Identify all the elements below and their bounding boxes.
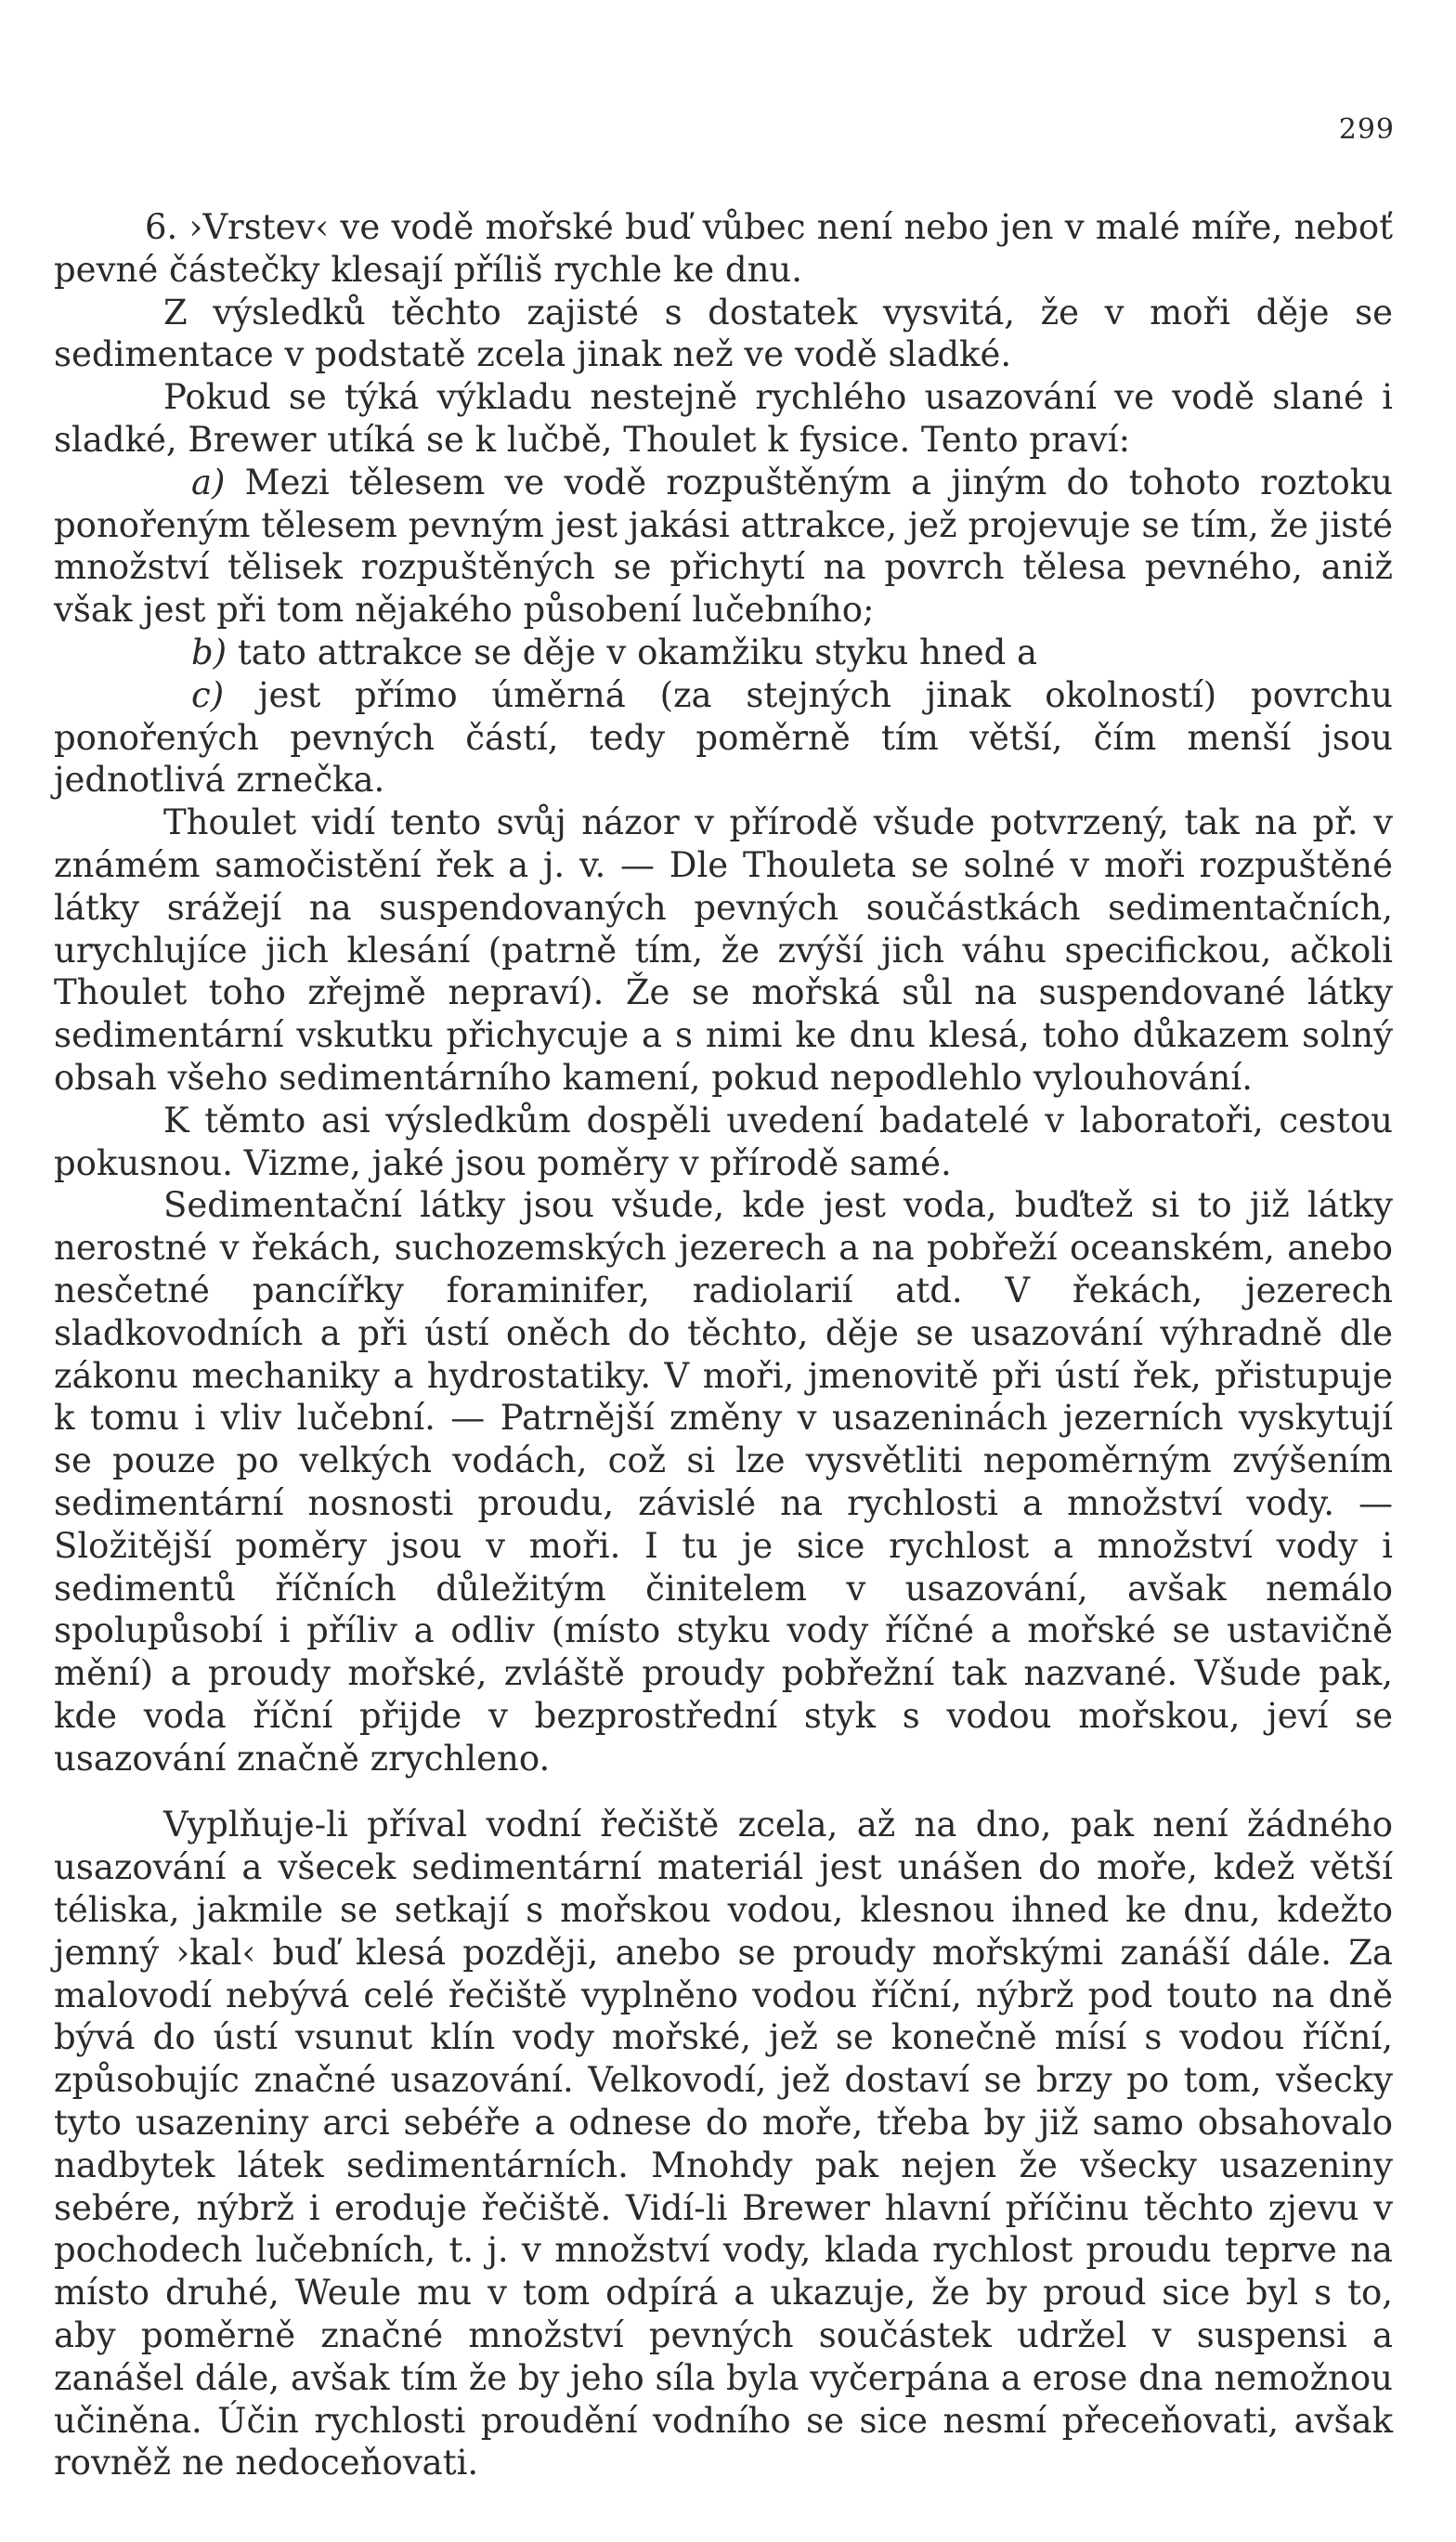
paragraph-text: Z výsledků těchto zajisté s dostatek vysvitá, že v moři děje se sedimentace v podstatě zcela jinak než ve vodě sladké.	[54, 292, 1393, 375]
list-item	[54, 462, 1393, 632]
item-label: a)	[191, 462, 226, 502]
paragraph-text: jest přímo úměrná (za stejných jinak okolností) povrchu ponořených pevných částí, tedy poměrně tím větší, čím menší jsou jednotlivá zrnečka.	[54, 674, 1393, 801]
paragraph	[54, 1100, 1393, 1185]
page-number: 299	[1338, 113, 1395, 146]
list-item	[54, 674, 1393, 802]
paragraph-text: Mezi tělesem ve vodě rozpuštěným a jiným do tohoto roztoku ponořeným tělesem pevným jest jakási attrakce, jež projevuje se tím, že jisté množství tělisek rozpuštěných se přichytí na povrch tělesa pevného, aniž však jest při tom nějakého působení lučebního;	[54, 462, 1393, 631]
paragraph-text: tato attrakce se děje v okamžiku styku hned a	[227, 632, 1038, 672]
paragraph-text: Vyplňuje-li příval vodní řečiště zcela, až na dno, pak není žádného usazování a všecek sedimentární materiál jest unášen do moře, kdež větší téliska, jakmile se setkají s mořskou vodou, klesnou ihned ke dnu, kdežto jemný ›kal‹ buď klesá později, anebo se proudy mořskými zanáší dále. Za malovodí nebývá celé řečiště vyplněno vodou říční, nýbrž pod touto na dně bývá do ústí vsunut klín vody mořské, jež se konečně mísí s vodou říční, způsobujíc značné usazování. Velkovodí, jež dostaví se brzy po tom, všecky tyto usazeniny arci sebéře a odnese do moře, třeba by již samo obsahovalo nadbytek látek sedimentárních. Mnohdy pak nejen že všecky usazeniny sebére, nýbrž i eroduje řečiště. Vidí-li Brewer hlavní příčinu těchto zjevu v pochodech lučebních, t. j. v množství vody, klada rychlost proudu teprve na místo druhé, Weule mu v tom odpírá a ukazuje, že by proud sice byl s to, aby poměrně značné množství pevných součástek udržel v suspensi a zanášel dále, avšak tím že by jeho síla byla vyčerpána a erose dna nemožnou učiněna. Účin rychlosti proudění vodního se sice nesmí přeceňovati, avšak rovněž ne nedoceňovati.	[54, 1805, 1393, 2483]
paragraph	[54, 802, 1393, 1100]
item-label: b)	[191, 632, 228, 672]
paragraph	[54, 1804, 1393, 2484]
paragraph	[54, 1184, 1393, 1779]
paragraph	[54, 206, 1393, 292]
item-label: c)	[191, 674, 225, 715]
paragraph	[54, 376, 1393, 462]
body-text	[54, 206, 1393, 2484]
paragraph-text: Pokud se týká výkladu nestejně rychlého usazování ve vodě slané i sladké, Brewer utíká se k lučbě, Thoulet k fysice. Tento praví:	[54, 377, 1393, 460]
paragraph-text: 6. ›Vrstev‹ ve vodě mořské buď vůbec není nebo jen v malé míře, neboť pevné částečky klesají příliš rychle ke dnu.	[54, 207, 1393, 290]
paragraph-text: Thoulet vidí tento svůj názor v přírodě všude potvrzený, tak na př. v známém samočistění řek a j. v. — Dle Thouleta se solné v moři rozpuštěné látky srážejí na suspendovaných pevných součástkách sedimentačních, urychlujíce jich klesání (patrně tím, že zvýší jich váhu specifickou, ačkoli Thoulet toho zřejmě nepraví). Že se mořská sůl na suspendované látky sedimentární vskutku přichycuje a s nimi ke dnu klesá, toho důkazem solný obsah všeho sedimentárního kamení, pokud nepodlehlo vylouhování.	[54, 802, 1393, 1098]
list-item	[54, 632, 1393, 674]
paragraph	[54, 292, 1393, 377]
paragraph-text: K těmto asi výsledkům dospěli uvedení badatelé v laboratoři, cestou pokusnou. Vizme, jaké jsou poměry v přírodě samé.	[54, 1100, 1393, 1183]
paragraph-text: Sedimentační látky jsou všude, kde jest voda, buďtež si to již látky nerostné v řekách, suchozemských jezerech a na pobřeží oceanském, anebo nesčetné pancířky foraminifer, radiolarií atd. V řekách, jezerech sladkovodních a při ústí oněch do těchto, děje se usazování výhradně dle zákonu mechaniky a hydrostatiky. V moři, jmenovitě při ústí řek, přistupuje k tomu i vliv lučební. — Patrnější změny v usazeninách jezerních vyskytují se pouze po velkých vodách, což si lze vysvětliti nepoměrným zvýšením sedimentární nosnosti proudu, závislé na rychlosti a množství vody. — Složitější poměry jsou v moři. I tu je sice rychlost a množství vody i sedimentů říčních důležitým činitelem v usazování, avšak nemálo spolupůsobí i příliv a odliv (místo styku vody říčné a mořské se ustavičně mění) a proudy mořské, zvláště proudy pobřežní tak nazvané. Všude pak, kde voda říční přijde v bezprostřední styk s vodou mořskou, jeví se usazování značně zrychleno.	[54, 1185, 1393, 1779]
